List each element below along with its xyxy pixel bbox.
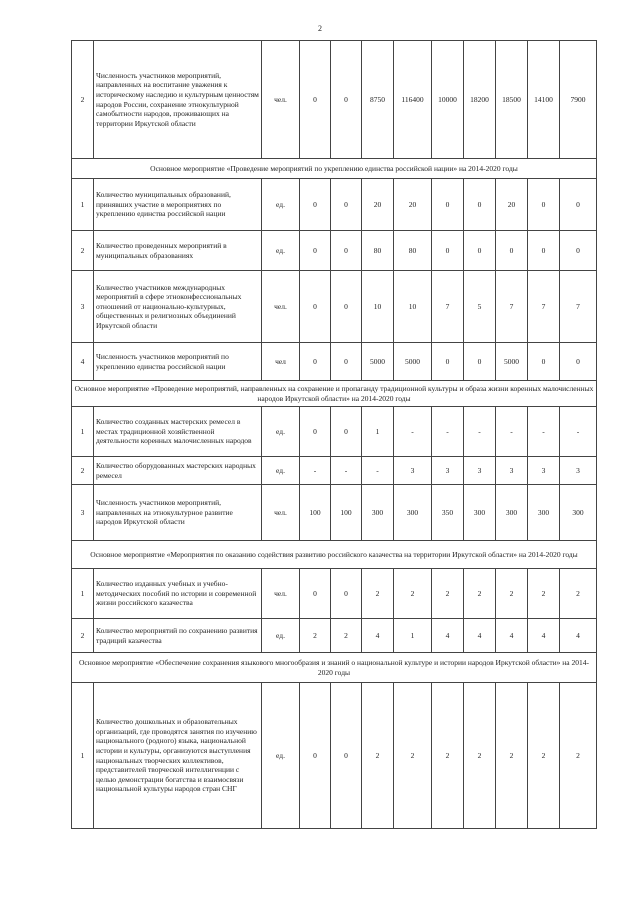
value-cell: 2 (432, 569, 464, 619)
value-cell: - (464, 407, 496, 457)
table-row (72, 231, 597, 271)
value-cell: 1 (362, 407, 394, 457)
unit-cell: чел. (262, 41, 300, 159)
value-cell: 7900 (560, 41, 597, 159)
value-cell: 0 (432, 231, 464, 271)
value-cell: 2 (394, 683, 432, 829)
value-cell: 100 (331, 485, 362, 541)
value-cell: 7 (528, 271, 560, 343)
row-number: 1 (72, 179, 94, 231)
unit-cell: чел. (262, 271, 300, 343)
value-cell: 300 (464, 485, 496, 541)
value-cell: 5 (464, 271, 496, 343)
row-number: 3 (72, 271, 94, 343)
table-row (72, 407, 597, 457)
value-cell: 0 (528, 179, 560, 231)
table-row (72, 343, 597, 381)
indicator-name: Количество участников международных мероприятий в сфере этноконфессиональных отношений от национально-культурных, общественных и религиозных объединений Иркутской области (94, 271, 262, 343)
value-cell: 18200 (464, 41, 496, 159)
value-cell: 2 (560, 683, 597, 829)
value-cell: 300 (528, 485, 560, 541)
value-cell: 0 (300, 569, 331, 619)
value-cell: 2 (496, 683, 528, 829)
value-cell: 0 (432, 179, 464, 231)
value-cell: 4 (560, 619, 597, 653)
section-heading-row (72, 381, 597, 407)
value-cell: - (432, 407, 464, 457)
value-cell: 7 (560, 271, 597, 343)
value-cell: - (394, 407, 432, 457)
unit-cell: ед. (262, 407, 300, 457)
value-cell: 0 (300, 407, 331, 457)
unit-cell: ед. (262, 231, 300, 271)
indicator-name: Количество изданных учебных и учебно-методических пособий по истории и современной жизни российского казачества (94, 569, 262, 619)
value-cell: 0 (331, 271, 362, 343)
value-cell: 3 (394, 457, 432, 485)
value-cell: 80 (362, 231, 394, 271)
value-cell: 4 (432, 619, 464, 653)
table-row (72, 619, 597, 653)
value-cell: 2 (300, 619, 331, 653)
value-cell: - (528, 407, 560, 457)
value-cell: 10 (394, 271, 432, 343)
unit-cell: ед. (262, 619, 300, 653)
value-cell: 5000 (362, 343, 394, 381)
row-number: 1 (72, 407, 94, 457)
value-cell: 2 (528, 683, 560, 829)
value-cell: 4 (362, 619, 394, 653)
value-cell: 3 (464, 457, 496, 485)
value-cell: 14100 (528, 41, 560, 159)
value-cell: - (331, 457, 362, 485)
value-cell: 0 (560, 343, 597, 381)
section-heading-row (72, 653, 597, 683)
value-cell: 2 (528, 569, 560, 619)
value-cell: 0 (464, 179, 496, 231)
value-cell: 0 (331, 231, 362, 271)
value-cell: 7 (432, 271, 464, 343)
unit-cell: чел. (262, 569, 300, 619)
value-cell: - (560, 407, 597, 457)
value-cell: 0 (464, 343, 496, 381)
unit-cell: чел. (262, 485, 300, 541)
value-cell: 2 (464, 683, 496, 829)
value-cell: 300 (496, 485, 528, 541)
value-cell: 1 (394, 619, 432, 653)
value-cell: 0 (300, 41, 331, 159)
row-number: 1 (72, 569, 94, 619)
row-number: 2 (72, 231, 94, 271)
section-heading-row (72, 541, 597, 569)
value-cell: 2 (560, 569, 597, 619)
value-cell: 0 (560, 231, 597, 271)
indicator-name: Численность участников мероприятий по укреплению единства российской нации (94, 343, 262, 381)
value-cell: 300 (362, 485, 394, 541)
indicator-name: Количество дошкольных и образовательных организаций, где проводятся занятия по изучению национального (родного) языка, национальной истории и культуры, организуются выступления национальных творческих коллективов, представителей творческой интеллигенции с целью демонстрации богатства и взаимосвязи национальной культуры народов стран СНГ (94, 683, 262, 829)
value-cell: 4 (496, 619, 528, 653)
value-cell: 20 (394, 179, 432, 231)
value-cell: 0 (300, 179, 331, 231)
value-cell: 80 (394, 231, 432, 271)
section-heading: Основное мероприятие «Обеспечение сохранения языкового многообразия и знаний о национальной культуре и истории народов Иркутской области» на 2014-2020 годы (72, 653, 597, 683)
indicator-name: Количество оборудованных мастерских народных ремесел (94, 457, 262, 485)
value-cell: - (496, 407, 528, 457)
value-cell: 100 (300, 485, 331, 541)
indicator-name: Численность участников мероприятий, направленных на этнокультурное развитие народов Иркутской области (94, 485, 262, 541)
value-cell: 0 (331, 407, 362, 457)
indicator-name: Количество проведенных мероприятий в муниципальных образованиях (94, 231, 262, 271)
unit-cell: ед. (262, 683, 300, 829)
row-number: 2 (72, 41, 94, 159)
indicator-name: Численность участников мероприятий, направленных на воспитание уважения к историческому наследию и культурным ценностям народов России, сохранение этнокультурной самобытности народов, проживающих на территории Иркутской области (94, 41, 262, 159)
value-cell: 5000 (394, 343, 432, 381)
value-cell: 300 (560, 485, 597, 541)
value-cell: 3 (432, 457, 464, 485)
row-number: 2 (72, 619, 94, 653)
value-cell: 0 (300, 231, 331, 271)
table-row (72, 485, 597, 541)
value-cell: 0 (528, 343, 560, 381)
indicator-name: Количество мероприятий по сохранению развития традиций казачества (94, 619, 262, 653)
section-heading: Основное мероприятие «Проведение мероприятий, направленных на сохранение и пропаганду традиционной культуры и образа жизни коренных малочисленных народов Иркутской области» на 2014-2020 годы (72, 381, 597, 407)
value-cell: 10000 (432, 41, 464, 159)
indicator-name: Количество муниципальных образований, принявших участие в мероприятиях по укреплению единства российской нации (94, 179, 262, 231)
value-cell: 4 (464, 619, 496, 653)
value-cell: 350 (432, 485, 464, 541)
value-cell: 0 (331, 343, 362, 381)
value-cell: 0 (528, 231, 560, 271)
value-cell: 10 (362, 271, 394, 343)
value-cell: 0 (331, 683, 362, 829)
row-number: 2 (72, 457, 94, 485)
value-cell: 0 (496, 231, 528, 271)
value-cell: 300 (394, 485, 432, 541)
section-heading: Основное мероприятие «Проведение мероприятий по укреплению единства российской нации» на 2014-2020 годы (72, 159, 597, 179)
section-heading-row (72, 159, 597, 179)
value-cell: 2 (394, 569, 432, 619)
value-cell: - (362, 457, 394, 485)
unit-cell: чел (262, 343, 300, 381)
value-cell: 3 (560, 457, 597, 485)
value-cell: 18500 (496, 41, 528, 159)
value-cell: 2 (362, 683, 394, 829)
value-cell: 116400 (394, 41, 432, 159)
indicators-table (71, 40, 597, 829)
value-cell: 0 (300, 683, 331, 829)
section-heading: Основное мероприятие «Мероприятия по оказанию содействия развитию российского казачества на территории Иркутской области» на 2014-2020 годы (72, 541, 597, 569)
value-cell: 4 (528, 619, 560, 653)
table-row (72, 457, 597, 485)
value-cell: 0 (300, 271, 331, 343)
value-cell: 7 (496, 271, 528, 343)
value-cell: 0 (331, 569, 362, 619)
unit-cell: ед. (262, 179, 300, 231)
table-row (72, 683, 597, 829)
table-row (72, 569, 597, 619)
value-cell: 0 (464, 231, 496, 271)
value-cell: 2 (331, 619, 362, 653)
page-number: 2 (318, 24, 322, 33)
indicator-name: Количество созданных мастерских ремесел в местах традиционной хозяйственной деятельности коренных малочисленных народов (94, 407, 262, 457)
value-cell: 3 (528, 457, 560, 485)
value-cell: 0 (331, 179, 362, 231)
value-cell: 5000 (496, 343, 528, 381)
table-row (72, 179, 597, 231)
value-cell: 3 (496, 457, 528, 485)
value-cell: 2 (432, 683, 464, 829)
row-number: 3 (72, 485, 94, 541)
value-cell: - (300, 457, 331, 485)
row-number: 1 (72, 683, 94, 829)
value-cell: 0 (560, 179, 597, 231)
table-row (72, 41, 597, 159)
value-cell: 20 (496, 179, 528, 231)
table-row (72, 271, 597, 343)
value-cell: 2 (362, 569, 394, 619)
value-cell: 0 (331, 41, 362, 159)
value-cell: 20 (362, 179, 394, 231)
row-number: 4 (72, 343, 94, 381)
value-cell: 0 (300, 343, 331, 381)
unit-cell: ед. (262, 457, 300, 485)
value-cell: 2 (464, 569, 496, 619)
value-cell: 8750 (362, 41, 394, 159)
value-cell: 0 (432, 343, 464, 381)
value-cell: 2 (496, 569, 528, 619)
